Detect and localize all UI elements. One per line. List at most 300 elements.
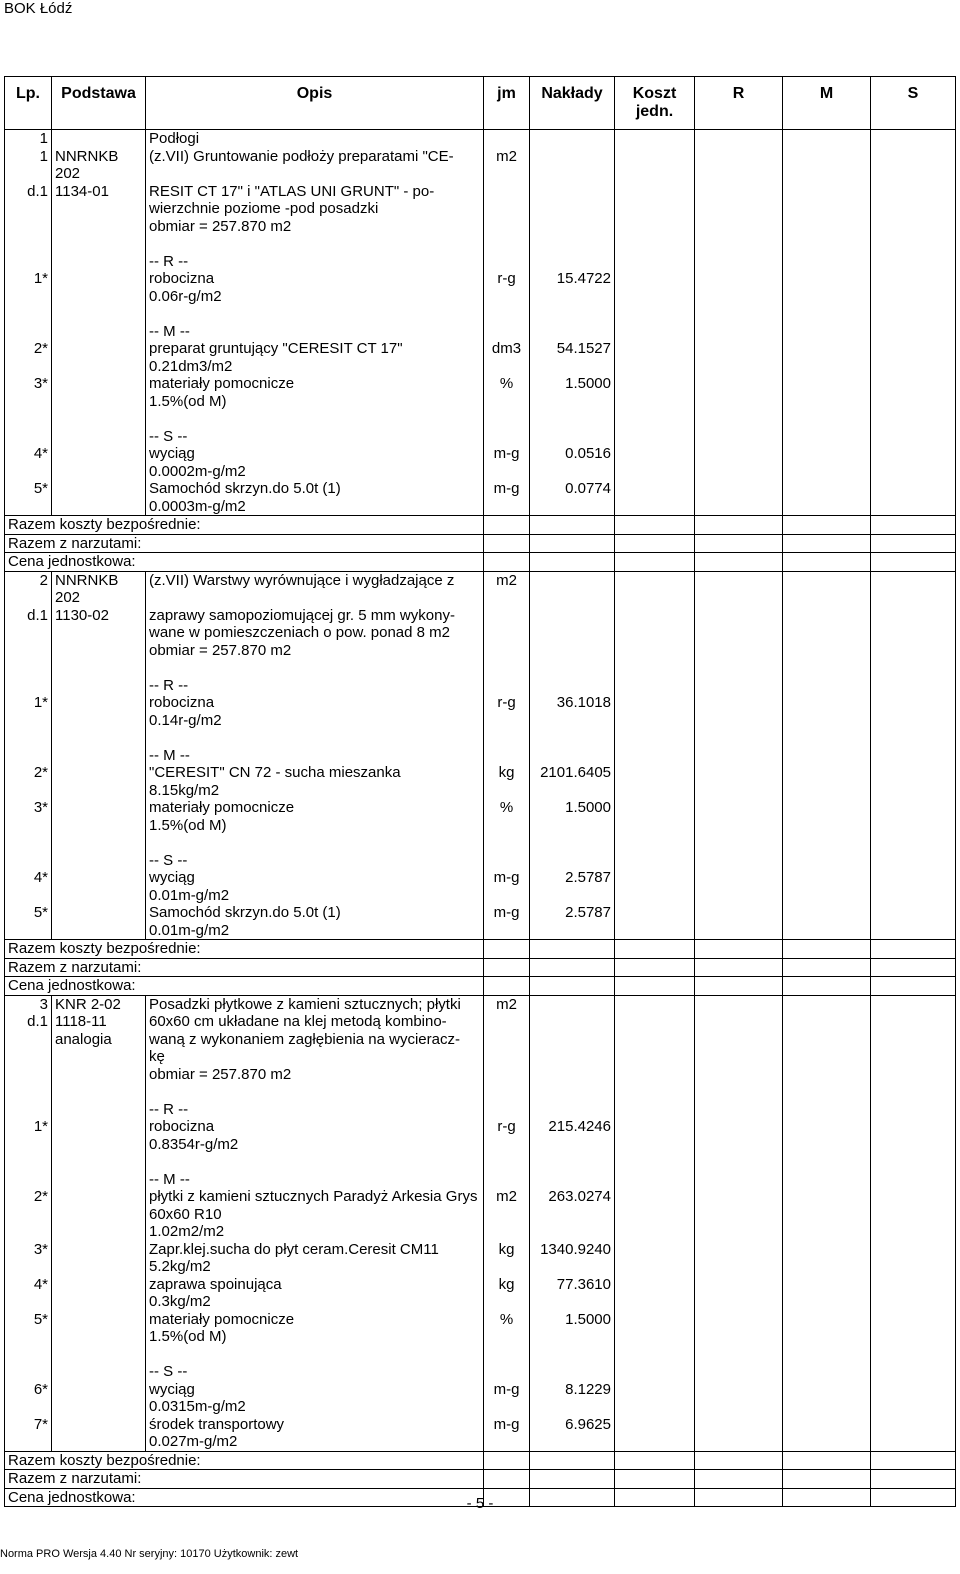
empty-cell — [484, 1171, 530, 1189]
empty-cell — [530, 1328, 615, 1346]
empty-cell — [695, 428, 783, 446]
empty-cell — [484, 428, 530, 446]
resource-unit: m-g — [484, 1416, 530, 1434]
col-opis: Opis — [146, 77, 484, 130]
empty-cell — [783, 1188, 871, 1223]
empty-cell — [484, 607, 530, 625]
position-basis: 1118-11 — [52, 1013, 146, 1031]
empty-cell — [871, 995, 956, 1013]
empty-cell — [52, 1276, 146, 1294]
resource-group-head: -- M -- — [146, 747, 484, 765]
empty-cell — [695, 940, 783, 959]
empty-cell — [484, 1470, 530, 1489]
empty-cell — [5, 1083, 52, 1101]
position-description: Posadzki płytkowe z kamieni sztucznych; płytki — [146, 995, 484, 1013]
empty-cell — [484, 624, 530, 642]
empty-cell — [484, 1293, 530, 1311]
resource-unit: r-g — [484, 1118, 530, 1136]
empty-cell — [695, 958, 783, 977]
empty-cell — [5, 834, 52, 852]
empty-cell — [695, 1470, 783, 1489]
empty-cell — [783, 869, 871, 887]
norm-row — [5, 922, 956, 940]
resource-row — [5, 694, 956, 712]
empty-cell — [530, 1363, 615, 1381]
empty-cell — [5, 1136, 52, 1154]
spacer-row — [5, 235, 956, 253]
empty-cell — [484, 642, 530, 660]
empty-cell — [5, 1433, 52, 1451]
empty-cell — [530, 747, 615, 765]
empty-cell — [484, 1398, 530, 1416]
summary-row — [5, 958, 956, 977]
empty-cell — [783, 305, 871, 323]
empty-cell — [530, 834, 615, 852]
empty-cell — [783, 200, 871, 218]
empty-cell — [615, 1083, 695, 1101]
empty-cell — [695, 305, 783, 323]
empty-cell — [530, 887, 615, 905]
empty-cell — [871, 375, 956, 393]
empty-cell — [615, 1258, 695, 1276]
empty-cell — [783, 445, 871, 463]
empty-cell — [695, 782, 783, 800]
empty-cell — [615, 694, 695, 712]
empty-cell — [530, 534, 615, 553]
col-koszt: Koszt jedn. — [615, 77, 695, 130]
empty-cell — [871, 200, 956, 218]
empty-cell — [871, 305, 956, 323]
empty-cell — [783, 393, 871, 411]
empty-cell — [783, 729, 871, 747]
empty-cell — [530, 817, 615, 835]
empty-cell — [871, 358, 956, 376]
empty-cell — [530, 1031, 615, 1049]
empty-cell — [871, 323, 956, 341]
resource-norm: 0.01m-g/m2 — [146, 922, 484, 940]
empty-cell — [695, 659, 783, 677]
empty-cell — [783, 270, 871, 288]
empty-cell — [783, 607, 871, 625]
empty-cell — [871, 1136, 956, 1154]
empty-cell — [615, 305, 695, 323]
empty-cell — [530, 977, 615, 996]
empty-cell — [871, 571, 956, 607]
empty-cell — [783, 1013, 871, 1031]
position-description: kę — [146, 1048, 484, 1066]
empty-cell — [52, 1171, 146, 1189]
empty-cell — [52, 1188, 146, 1223]
empty-cell — [871, 1293, 956, 1311]
empty-cell — [783, 340, 871, 358]
empty-cell — [695, 1381, 783, 1399]
empty-cell — [615, 764, 695, 782]
empty-cell — [5, 428, 52, 446]
norm-row — [5, 358, 956, 376]
resource-row — [5, 270, 956, 288]
empty-cell — [146, 235, 484, 253]
resource-norm: 0.14r-g/m2 — [146, 712, 484, 730]
empty-cell — [530, 1223, 615, 1241]
empty-cell — [615, 553, 695, 572]
empty-cell — [783, 1223, 871, 1241]
empty-cell — [530, 200, 615, 218]
empty-cell — [871, 480, 956, 498]
empty-cell: d.1 — [5, 1013, 52, 1031]
resource-name: zaprawa spoinująca — [146, 1276, 484, 1294]
empty-cell — [5, 1363, 52, 1381]
summary-label: Razem z narzutami: — [5, 958, 484, 977]
empty-cell — [695, 677, 783, 695]
empty-cell — [695, 1153, 783, 1171]
empty-cell — [484, 977, 530, 996]
summary-label: Cena jednostkowa: — [5, 977, 484, 996]
empty-cell — [695, 553, 783, 572]
summary-row — [5, 516, 956, 535]
group-head-row — [5, 1171, 956, 1189]
empty-cell — [783, 940, 871, 959]
summary-label: Razem koszty bezpośrednie: — [5, 940, 484, 959]
empty-cell — [52, 1118, 146, 1136]
empty-cell — [783, 1066, 871, 1084]
empty-cell — [871, 817, 956, 835]
empty-cell — [530, 1171, 615, 1189]
empty-cell — [871, 607, 956, 625]
table-header-row — [5, 77, 956, 130]
empty-cell — [484, 553, 530, 572]
position-row — [5, 1048, 956, 1066]
empty-cell — [615, 1451, 695, 1470]
empty-cell — [484, 410, 530, 428]
empty-cell — [484, 183, 530, 201]
resource-number: 3* — [5, 1241, 52, 1259]
empty-cell — [530, 1433, 615, 1451]
resource-unit: m-g — [484, 904, 530, 922]
empty-cell — [52, 1433, 146, 1451]
empty-cell — [615, 624, 695, 642]
empty-cell — [695, 393, 783, 411]
empty-cell — [783, 323, 871, 341]
empty-cell — [783, 130, 871, 148]
summary-row — [5, 1470, 956, 1489]
empty-cell — [871, 340, 956, 358]
position-obmiar: obmiar = 257.870 m2 — [146, 642, 484, 660]
empty-cell — [530, 852, 615, 870]
norm-row — [5, 1223, 956, 1241]
empty-cell — [484, 130, 530, 148]
position-row — [5, 183, 956, 201]
empty-cell — [615, 534, 695, 553]
empty-cell — [871, 148, 956, 183]
summary-row — [5, 977, 956, 996]
empty-cell — [695, 1433, 783, 1451]
empty-cell — [871, 869, 956, 887]
empty-cell — [783, 659, 871, 677]
empty-cell — [530, 922, 615, 940]
resource-unit: m2 — [484, 1188, 530, 1223]
empty-cell — [52, 1346, 146, 1364]
empty-cell — [871, 1311, 956, 1329]
empty-cell — [530, 1451, 615, 1470]
resource-quantity: 2101.6405 — [530, 764, 615, 782]
resource-unit: kg — [484, 1241, 530, 1259]
empty-cell — [615, 480, 695, 498]
col-jm: jm — [484, 77, 530, 130]
empty-cell — [695, 534, 783, 553]
empty-cell — [484, 358, 530, 376]
resource-number: 4* — [5, 445, 52, 463]
empty-cell — [615, 571, 695, 607]
empty-cell — [783, 1398, 871, 1416]
empty-cell — [783, 410, 871, 428]
empty-cell — [52, 747, 146, 765]
section-row — [5, 130, 956, 148]
empty-cell — [783, 1470, 871, 1489]
resource-name: "CERESIT" CN 72 - sucha mieszanka — [146, 764, 484, 782]
resource-group-head: -- R -- — [146, 253, 484, 271]
empty-cell — [484, 1083, 530, 1101]
empty-cell — [783, 1118, 871, 1136]
position-basis — [52, 642, 146, 660]
empty-cell — [695, 1066, 783, 1084]
empty-cell — [871, 253, 956, 271]
empty-cell — [530, 571, 615, 607]
empty-cell — [52, 1223, 146, 1241]
empty-cell — [615, 1241, 695, 1259]
resource-row — [5, 764, 956, 782]
empty-cell — [484, 534, 530, 553]
empty-cell — [695, 817, 783, 835]
empty-cell — [783, 1416, 871, 1434]
norm-row — [5, 712, 956, 730]
resource-unit: m-g — [484, 480, 530, 498]
resource-row — [5, 1381, 956, 1399]
resource-number: 7* — [5, 1416, 52, 1434]
section-title: Podłogi — [146, 130, 484, 148]
empty-cell — [484, 323, 530, 341]
empty-cell — [484, 305, 530, 323]
empty-cell — [695, 607, 783, 625]
empty-cell — [484, 782, 530, 800]
empty-cell — [783, 1083, 871, 1101]
position-description: zaprawy samopoziomującej gr. 5 mm wykony- — [146, 607, 484, 625]
empty-cell — [615, 799, 695, 817]
empty-cell — [615, 940, 695, 959]
resource-norm: 0.0002m-g/m2 — [146, 463, 484, 481]
empty-cell — [52, 782, 146, 800]
position-description: RESIT CT 17" i "ATLAS UNI GRUNT" - po- — [146, 183, 484, 201]
empty-cell — [783, 977, 871, 996]
empty-cell — [695, 1311, 783, 1329]
empty-cell — [615, 1031, 695, 1049]
resource-row — [5, 799, 956, 817]
empty-cell — [484, 1328, 530, 1346]
spacer-row — [5, 729, 956, 747]
empty-cell — [783, 428, 871, 446]
empty-cell — [871, 977, 956, 996]
empty-cell — [871, 270, 956, 288]
spacer-row — [5, 410, 956, 428]
empty-cell — [695, 729, 783, 747]
position-row — [5, 995, 956, 1013]
resource-row — [5, 480, 956, 498]
empty-cell — [615, 922, 695, 940]
empty-cell — [530, 428, 615, 446]
empty-cell — [615, 516, 695, 535]
position-row — [5, 642, 956, 660]
resource-quantity: 0.0516 — [530, 445, 615, 463]
empty-cell — [695, 1083, 783, 1101]
position-description: (z.VII) Warstwy wyrównujące i wygładzające z — [146, 571, 484, 607]
empty-cell — [871, 677, 956, 695]
empty-cell — [615, 1136, 695, 1154]
resource-unit: r-g — [484, 694, 530, 712]
resource-unit: dm3 — [484, 340, 530, 358]
empty-cell — [52, 1293, 146, 1311]
empty-cell — [871, 1416, 956, 1434]
empty-cell — [530, 712, 615, 730]
resource-unit: % — [484, 1311, 530, 1329]
empty-cell — [871, 218, 956, 236]
empty-cell — [615, 1188, 695, 1223]
empty-cell — [530, 148, 615, 183]
empty-cell — [783, 571, 871, 607]
summary-row — [5, 940, 956, 959]
empty-cell — [695, 571, 783, 607]
empty-cell — [52, 323, 146, 341]
resource-unit: kg — [484, 1276, 530, 1294]
resource-name: środek transportowy — [146, 1416, 484, 1434]
resource-group-head: -- S -- — [146, 428, 484, 446]
resource-norm: 0.3kg/m2 — [146, 1293, 484, 1311]
norm-row — [5, 782, 956, 800]
empty-cell — [695, 288, 783, 306]
empty-cell — [5, 1223, 52, 1241]
empty-cell — [52, 922, 146, 940]
empty-cell — [871, 516, 956, 535]
empty-cell: d.1 — [5, 607, 52, 625]
empty-cell — [5, 624, 52, 642]
empty-cell — [530, 1153, 615, 1171]
empty-cell — [695, 200, 783, 218]
empty-cell — [484, 1066, 530, 1084]
position-number: 2 — [5, 571, 52, 607]
empty-cell — [530, 358, 615, 376]
empty-cell — [146, 1153, 484, 1171]
empty-cell — [695, 1171, 783, 1189]
empty-cell: d.1 — [5, 183, 52, 201]
resource-name: wyciąg — [146, 445, 484, 463]
empty-cell — [5, 200, 52, 218]
resource-norm: 0.0003m-g/m2 — [146, 498, 484, 516]
empty-cell — [484, 834, 530, 852]
resource-quantity: 215.4246 — [530, 1118, 615, 1136]
summary-label: Cena jednostkowa: — [5, 553, 484, 572]
empty-cell — [871, 1031, 956, 1049]
resource-quantity: 36.1018 — [530, 694, 615, 712]
group-head-row — [5, 1363, 956, 1381]
empty-cell — [783, 534, 871, 553]
col-lp: Lp. — [5, 77, 52, 130]
section-number: 1 — [5, 130, 52, 148]
empty-cell — [871, 852, 956, 870]
empty-cell — [615, 323, 695, 341]
empty-cell — [783, 922, 871, 940]
empty-cell — [871, 1346, 956, 1364]
empty-cell — [695, 1013, 783, 1031]
empty-cell — [695, 1346, 783, 1364]
empty-cell — [52, 694, 146, 712]
spacer-row — [5, 659, 956, 677]
empty-cell — [530, 729, 615, 747]
empty-cell — [530, 1258, 615, 1276]
empty-cell — [871, 747, 956, 765]
empty-cell — [615, 498, 695, 516]
empty-cell — [484, 393, 530, 411]
resource-norm: 0.06r-g/m2 — [146, 288, 484, 306]
empty-cell — [530, 1048, 615, 1066]
empty-cell — [52, 1241, 146, 1259]
resource-quantity: 0.0774 — [530, 480, 615, 498]
resource-number: 2* — [5, 340, 52, 358]
position-unit: m2 — [484, 148, 530, 183]
empty-cell — [615, 235, 695, 253]
empty-cell — [871, 1381, 956, 1399]
empty-cell — [530, 410, 615, 428]
resource-number: 1* — [5, 694, 52, 712]
empty-cell — [695, 764, 783, 782]
empty-cell — [5, 782, 52, 800]
resource-unit: % — [484, 375, 530, 393]
empty-cell — [52, 852, 146, 870]
empty-cell — [530, 607, 615, 625]
empty-cell — [146, 729, 484, 747]
empty-cell — [615, 218, 695, 236]
empty-cell — [530, 940, 615, 959]
empty-cell — [695, 1258, 783, 1276]
col-m: M — [783, 77, 871, 130]
empty-cell — [484, 1101, 530, 1119]
empty-cell — [615, 869, 695, 887]
resource-norm: 1.5%(od M) — [146, 393, 484, 411]
empty-cell — [5, 659, 52, 677]
resource-quantity: 2.5787 — [530, 904, 615, 922]
empty-cell — [530, 1083, 615, 1101]
empty-cell — [615, 148, 695, 183]
empty-cell — [615, 445, 695, 463]
empty-cell — [484, 1433, 530, 1451]
position-basis: NNRNKB 202 — [52, 571, 146, 607]
empty-cell — [695, 834, 783, 852]
empty-cell — [695, 712, 783, 730]
empty-cell — [530, 130, 615, 148]
empty-cell — [615, 1153, 695, 1171]
empty-cell — [52, 799, 146, 817]
resource-unit: kg — [484, 764, 530, 782]
empty-cell — [52, 1136, 146, 1154]
empty-cell — [484, 235, 530, 253]
empty-cell — [530, 624, 615, 642]
empty-cell — [871, 534, 956, 553]
empty-cell — [52, 130, 146, 148]
summary-label: Cena jednostkowa: — [5, 1488, 484, 1507]
position-row — [5, 571, 956, 607]
empty-cell — [52, 235, 146, 253]
empty-cell — [52, 1328, 146, 1346]
empty-cell — [783, 1258, 871, 1276]
empty-cell — [695, 852, 783, 870]
empty-cell — [695, 1048, 783, 1066]
